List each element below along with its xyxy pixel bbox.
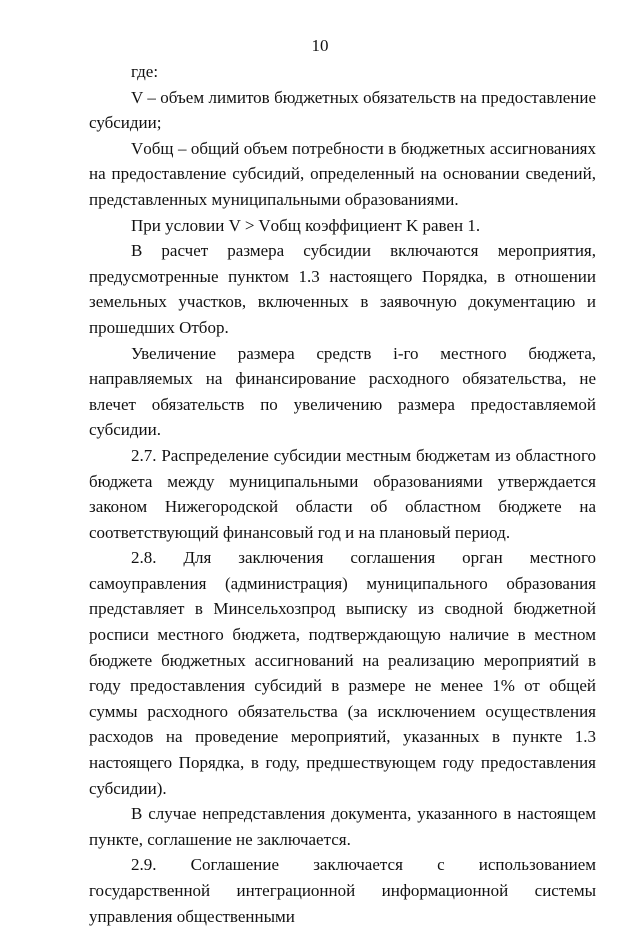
paragraph-clause-2-9: 2.9. Соглашение заключается с использованием государственной интеграционной информационной системы управления общественными — [89, 855, 596, 926]
paragraph-calculation-scope: В расчет размера субсидии включаются мероприятия, предусмотренные пунктом 1.3 настоящего Порядка, в отношении земельных участков, включенных в заявочную документацию и прошедших Отбор. — [89, 241, 596, 337]
paragraph-vobsh-definition: Vобщ – общий объем потребности в бюджетных ассигнованиях на предоставление субсидий, определенный на основании сведений, представленных муниципальными образованиями. — [89, 138, 596, 209]
paragraph-condition: При условии V > Vобщ коэффициент K равен 1. — [131, 215, 481, 235]
paragraph-v-definition: V – объем лимитов бюджетных обязательств на предоставление субсидии; — [89, 87, 596, 133]
paragraph-where: где: — [131, 62, 159, 81]
paragraph-non-submission: В случае непредставления документа, указанного в настоящем пункте, соглашение не заключается. — [89, 804, 596, 849]
page-number: 10 — [311, 36, 329, 55]
paragraph-clause-2-8: 2.8. Для заключения соглашения орган местного самоуправления (администрация) муниципального образования представляет в Минсельхозпрод выписку из сводной бюджетной росписи местного бюджета, подтверждающую наличие в местном бюджете бюджетных ассигнований на реализацию мероприятий в году предоставления субсидий в размере не менее 1% от общей суммы расходного обязательства (за исключением осуществления расходов на проведение мероприятий, указанных в пункте 1.3 настоящего Порядка, в году, предшествующем году предоставления субсидии). — [89, 548, 596, 798]
paragraph-clause-2-7: 2.7. Распределение субсидии местным бюджетам из областного бюджета между муниципальными образованиями утверждается законом Нижегородской области об областном бюджете на соответствующий финансовый год и на плановый период. — [89, 445, 596, 542]
document-body — [89, 59, 596, 929]
paragraph-budget-increase: Увеличение размера средств i-го местного бюджета, направляемых на финансирование расходного обязательства, не влечет обязательств по увеличению размера предоставляемой субсидии. — [89, 343, 596, 440]
